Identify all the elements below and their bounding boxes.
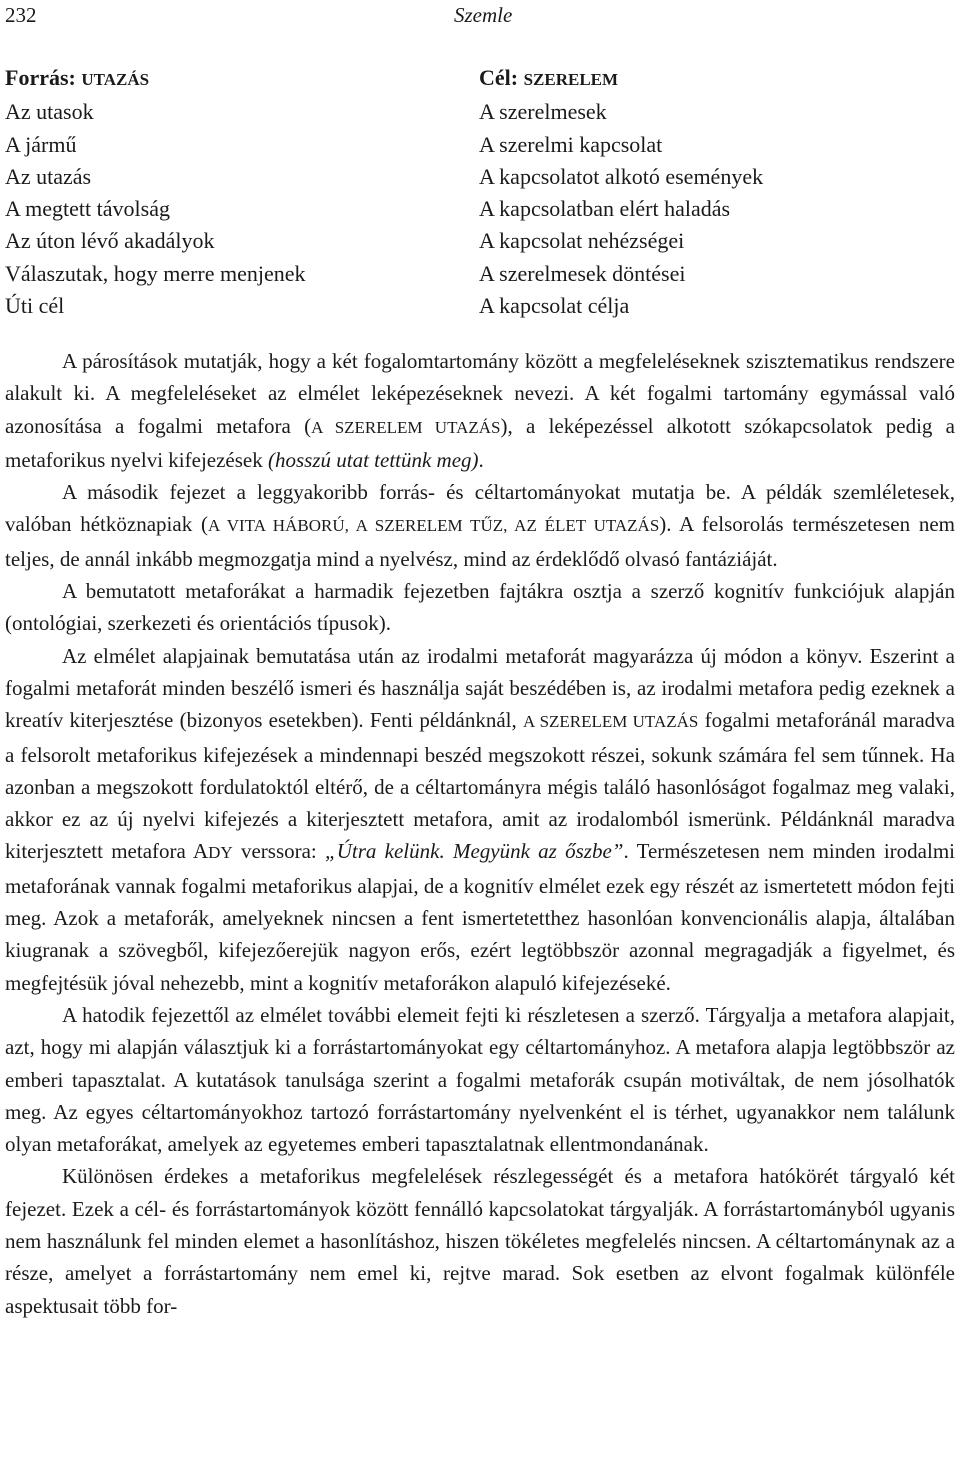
text-run: fogalmi metaforánál maradva a felsorolt metaforikus kifejezések a mindennapi beszéd megszokott részei, sokunk számára fel sem tűnnek. Ha azonban a megszokott fordulatoktól eltérő, de a céltartományra mégis találó hasonlóságot fogalmaz meg valaki, akkor ez az új nyelvi kifejezés a kiterjesztett metafora, amit az irodalomból ismerünk. Példánknál maradva kiterjesztett metafora: [5, 708, 955, 864]
source-item: Úti cél: [5, 293, 65, 319]
small-caps-metaphor: A VITA HÁBORÚ, A SZERELEM TŰZ, AZ ÉLET UTAZÁS: [207, 516, 660, 536]
target-label: Cél:: [479, 65, 519, 90]
small-caps-metaphor: A SZERELEM UTAZÁS: [311, 417, 501, 437]
italic-quote: „Útra kelünk. Megyünk az őszbe”: [325, 839, 624, 864]
author-name-rest: DY: [208, 843, 233, 863]
source-label: Forrás:: [5, 65, 76, 90]
paragraph-2: [5, 476, 955, 575]
source-item: Az utazás: [5, 163, 92, 189]
source-item: Az úton lévő akadályok: [5, 228, 215, 254]
page-number: 232: [5, 3, 37, 27]
source-item: A megtett távolság: [5, 196, 170, 222]
target-domain-heading: [479, 62, 949, 96]
source-domain-heading: [5, 62, 445, 96]
author-name-initial: A: [192, 839, 209, 864]
text-run: Az elmélet alapjainak bemutatása után az irodalmi metaforát magyarázza új módon a könyv. Eszerint a fogalmi metaforát minden beszélő ismeri és használja saját beszédében is, az irodalmi metafora pedig ezeknek a kreatív kiterjesztése (bizonyos esetekben). Fenti példánknál,: [5, 643, 955, 733]
paragraph-4: [5, 640, 955, 999]
source-domain-name: UTAZÁS: [81, 70, 150, 89]
small-caps-metaphor: A SZERELEM UTAZÁS: [522, 712, 699, 732]
italic-example: (hosszú utat tettünk meg): [267, 447, 479, 472]
source-domain-list: [5, 62, 445, 322]
source-item: Válaszutak, hogy merre menjenek: [5, 260, 306, 286]
text-run: ). A felsorolás természetesen nem teljes, de annál inkább megmozgatja mind a nyelvész, mind az érdeklődő olvasó fantáziáját.: [5, 512, 956, 571]
paragraph-5: [5, 999, 955, 1160]
source-item: Az utasok: [5, 99, 94, 125]
target-item: A szerelmesek döntései: [479, 260, 686, 286]
text-run: A második fejezet a leggyakoribb forrás- és céltartományokat mutatja be. A példák szemléletesek, valóban hétköznapiak (: [5, 480, 955, 537]
text-run: verssora:: [232, 839, 326, 864]
target-item: A kapcsolatban elért haladás: [479, 196, 731, 222]
text-run: A párosítások mutatják, hogy a két fogalomtartomány között a megfeleléseknek szisztematikus rendszere alakult ki. A megfeleléseket az elmélet leképezéseknek nevezi. A két fogalmi tartomány egymással való azonosítása a fogalmi metafora (: [5, 349, 955, 438]
target-item: A szerelmesek: [479, 99, 607, 125]
target-domain-list: [479, 62, 949, 322]
page-header: [5, 3, 955, 29]
text-run: .: [478, 447, 484, 472]
paragraph-6: [5, 1160, 955, 1321]
target-item: A kapcsolat nehézségei: [479, 228, 685, 254]
text-run: A bemutatott metaforákat a harmadik fejezetben fajtákra osztja a szerző kognitív funkciójuk alapján (ontológiai, szerkezeti és orientációs típusok).: [5, 579, 955, 636]
running-head: Szemle: [454, 3, 513, 27]
text-run: A hatodik fejezettől az elmélet további elemeit fejti ki részletesen a szerző. Tárgyalja a metafora alapjait, azt, hogy mi alapján választjuk ki a forrástartományokat egy céltartományhoz. A metafora alapja legtöbbször az emberi tapasztalat. A kutatások tanulsága szerint a fogalmi metaforák csupán motiváltak, de nem jósolhatók meg. Az egyes céltartományokhoz tartozó forrástartomány nyelvenként el is térhet, ugyanakkor nem találunk olyan metaforákat, amelyek az egyetemes emberi tapasztalatnak ellentmondanának.: [5, 1002, 955, 1157]
text-run: Különösen érdekes a metaforikus megfelelések részlegességét és a metafora hatókörét tárgyaló két fejezet. Ezek a cél- és forrástartományok között fennálló kapcsolatokat tárgyalják. A forrástartományból ugyanis nem használunk fel minden elemet a hasonlításhoz, hiszen tökéletes megfelelés nincsen. A céltartománynak az a része, amelyet a forrástartomány nem emel ki, rejtve marad. Sok esetben az elvont fogalmak különféle aspektusait több for-: [5, 1164, 955, 1318]
source-item: A jármű: [5, 131, 77, 157]
target-item: A kapcsolat célja: [479, 293, 630, 319]
target-domain-name: SZERELEM: [523, 70, 619, 89]
paragraph-1: [5, 345, 955, 476]
target-item: A szerelmi kapcsolat: [479, 131, 663, 157]
text-run: . Természetesen nem minden irodalmi metaforának vannak fogalmi metaforikus alapjai, de a kognitív elmélet ezek egy részét az ismertetett módon fejti meg. Azok a metaforák, amelyeknek nincsen a fent ismertetetthez hasonlóan konvencionális alapja, általában kiugranak a szövegből, kifejezőerejük nagyon erős, ezért legtöbbször azonnal megragadják a figyelmet, és megfejtésük jóval nehezebb, mint a kognitív metaforákon alapuló kifejezéseké.: [5, 839, 955, 995]
text-run: ), a leképezéssel alkotott szókapcsolatok pedig a metaforikus nyelvi kifejezések: [5, 413, 955, 472]
paragraph-3: [5, 575, 955, 640]
body-text: [5, 345, 955, 1322]
target-item: A kapcsolatot alkotó események: [479, 163, 764, 189]
